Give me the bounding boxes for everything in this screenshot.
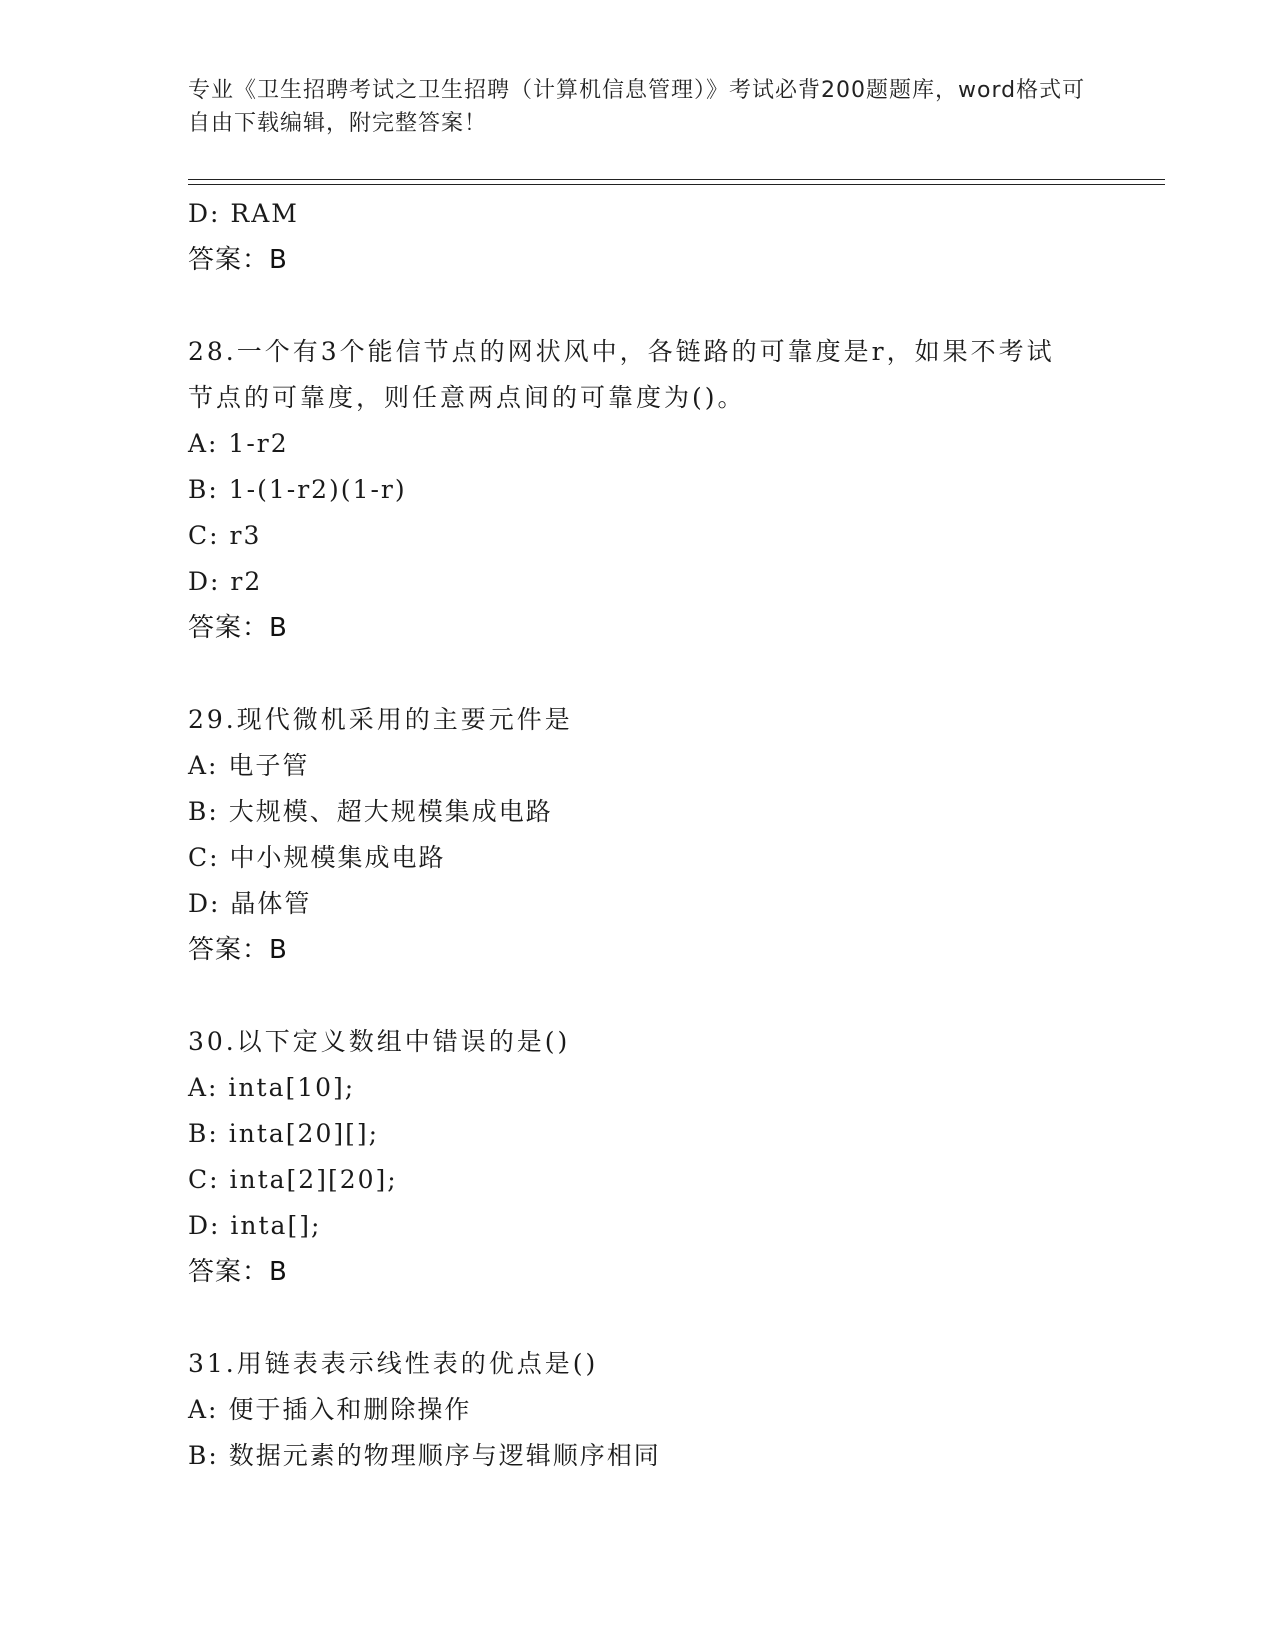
question-29	[188, 697, 1165, 973]
answer-line: 答案：B	[188, 613, 288, 643]
header-divider-top	[188, 179, 1165, 180]
option-d: D: 晶体管	[188, 889, 312, 918]
option-c: C: r3	[188, 521, 262, 550]
option-b: B: 大规模、超大规模集成电路	[188, 797, 553, 826]
option-d: D: RAM	[188, 199, 299, 228]
option-d: D: r2	[188, 567, 263, 596]
question-30	[188, 1019, 1165, 1295]
question-stem: 30.以下定义数组中错误的是()	[188, 1027, 571, 1056]
question-31	[188, 1341, 1165, 1479]
document-header: 专业《卫生招聘考试之卫生招聘（计算机信息管理）》考试必背200题题库，word格式可自由下载编辑，附完整答案！	[188, 78, 1086, 136]
spacer	[188, 973, 1165, 1019]
answer-line: 答案：B	[188, 245, 288, 275]
header-divider-bottom	[188, 184, 1165, 185]
option-b: B: inta[20][];	[188, 1119, 380, 1148]
question-stem: 29.现代微机采用的主要元件是	[188, 705, 573, 734]
question-stem: 31.用链表表示线性表的优点是()	[188, 1349, 599, 1378]
option-a: A: inta[10];	[188, 1073, 356, 1102]
spacer	[188, 1295, 1165, 1341]
question-content	[188, 191, 1165, 1479]
question-stem: 28.一个有3个能信节点的网状风中，各链路的可靠度是r，如果不考试节点的可靠度，则任意两点间的可靠度为()。	[188, 337, 1055, 412]
spacer	[188, 283, 1165, 329]
answer-line: 答案：B	[188, 935, 288, 965]
option-b: B: 数据元素的物理顺序与逻辑顺序相同	[188, 1441, 661, 1470]
option-a: A: 便于插入和删除操作	[188, 1395, 472, 1424]
option-c: C: inta[2][20];	[188, 1165, 398, 1194]
option-a: A: 电子管	[188, 751, 310, 780]
question-28	[188, 329, 1165, 651]
spacer	[188, 651, 1165, 697]
answer-line: 答案：B	[188, 1257, 288, 1287]
option-d: D: inta[];	[188, 1211, 322, 1240]
option-b: B: 1-(1-r2)(1-r)	[188, 475, 407, 504]
option-c: C: 中小规模集成电路	[188, 843, 446, 872]
previous-question-tail	[188, 191, 1165, 283]
option-a: A: 1-r2	[188, 429, 289, 458]
